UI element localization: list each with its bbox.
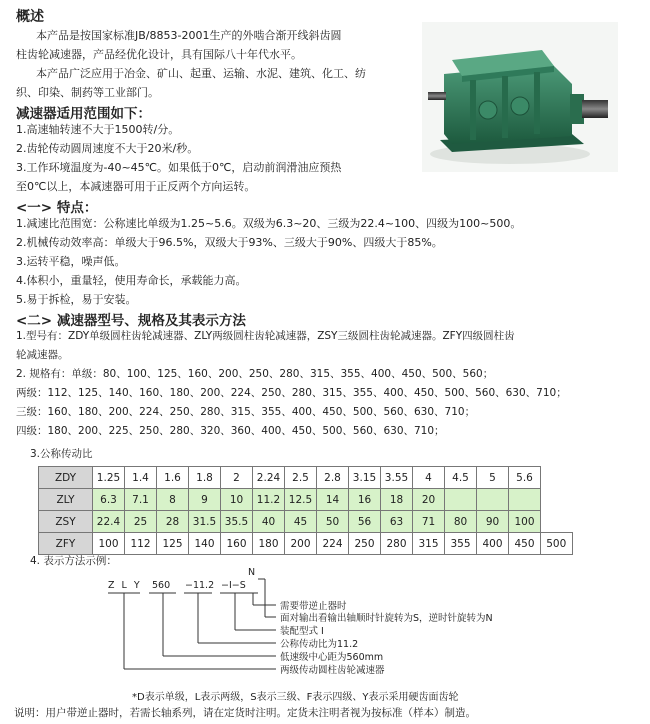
table-cell: 90 [477, 511, 509, 533]
overview-para1-line2: 柱齿轮减速器，产品经优化设计，具有国际八十年代水平。 [16, 48, 302, 61]
models-title: <二> 减速器型号、规格及其表示方法 [16, 313, 246, 329]
scope-item-1: 1.高速轴转速不大于1500转/分。 [16, 123, 180, 136]
features-item-4: 4.体积小，重量轻，使用寿命长，承载能力高。 [16, 274, 247, 287]
table-cell: 355 [445, 533, 477, 555]
table-cell: 1.25 [93, 467, 125, 489]
footer-note: *D表示单级，L表示两级，S表示三级、F表示四级、Y表示采用硬齿面齿轮 [132, 692, 459, 703]
table-cell: 500 [541, 533, 573, 555]
models-item1-line2: 轮减速器。 [16, 349, 69, 361]
table-cell: 125 [157, 533, 189, 555]
scope-item-2: 2.齿轮传动圆周速度不大于20米/秒。 [16, 142, 199, 155]
table-cell: 5.6 [509, 467, 541, 489]
reducer-photo [422, 22, 618, 172]
table-cell: 2 [221, 467, 253, 489]
table-row-zsy [39, 511, 573, 533]
overview-para2-line2: 织、印染、制药等工业部门。 [16, 86, 159, 99]
features-item-3: 3.运转平稳，噪声低。 [16, 255, 126, 268]
table-cell: 400 [477, 533, 509, 555]
table-cell: 63 [381, 511, 413, 533]
table-cell: 14 [317, 489, 349, 511]
models-spec-single: 2. 规格有：单级：80、100、125、160、200、250、280、315、355、400、450、500、560； [16, 368, 494, 380]
table-cell [477, 489, 509, 511]
table-cell: 3.55 [381, 467, 413, 489]
example-title: 4. 表示方法示例： [30, 555, 117, 567]
models-spec-double: 两级：112、125、140、160、180、200、224、250、280、315、355、400、450、500、560、630、710； [16, 387, 567, 399]
notation-diagram [108, 567, 528, 683]
table-cell: 45 [285, 511, 317, 533]
overview-title: 概述 [16, 9, 44, 25]
row-label: ZSY [39, 511, 93, 533]
table-cell: 8 [157, 489, 189, 511]
ratio-table [38, 466, 573, 555]
annotation-assembly: 装配型式 I [280, 626, 324, 637]
table-cell: 28 [157, 511, 189, 533]
overview-para2-line1: 本产品广泛应用于冶金、矿山、起重、运输、水泥、建筑、化工、纺 [36, 67, 366, 80]
table-cell: 35.5 [221, 511, 253, 533]
table-cell: 6.3 [93, 489, 125, 511]
code-assembly: −I−S [221, 580, 246, 591]
annotation-center-distance: 低速级中心距为560mm [280, 652, 384, 663]
table-cell: 25 [125, 511, 157, 533]
row-label: ZLY [39, 489, 93, 511]
table-cell: 100 [93, 533, 125, 555]
overview-para1-line1: 本产品是按国家标准JB/8853-2001生产的外啮合渐开线斜齿圆 [36, 29, 342, 42]
table-cell: 9 [189, 489, 221, 511]
table-cell: 140 [189, 533, 221, 555]
table-cell: 1.4 [125, 467, 157, 489]
table-cell: 100 [509, 511, 541, 533]
table-row-zdy [39, 467, 573, 489]
table-cell: 56 [349, 511, 381, 533]
scope-item-4: 至0℃以上，本减速器可用于正反两个方向运转。 [16, 180, 256, 193]
footer-explain: 说明：用户带逆止器时，若需长轴系列，请在定货时注明。定货未注明者视为按标准（样本）制造。 [14, 707, 476, 719]
table-row-zly [39, 489, 573, 511]
table-cell: 11.2 [253, 489, 285, 511]
table-cell: 112 [125, 533, 157, 555]
table-cell: 16 [349, 489, 381, 511]
table-cell [445, 489, 477, 511]
table-cell: 40 [253, 511, 285, 533]
table-cell: 71 [413, 511, 445, 533]
features-item-2: 2.机械传动效率高：单级大于96.5%，双级大于93%、三级大于90%、四级大于85%。 [16, 236, 443, 249]
models-spec-quad: 四级：180、200、225、250、280、320、360、400、450、500、560、630、710； [16, 425, 445, 437]
table-cell: 160 [221, 533, 253, 555]
table-cell: 31.5 [189, 511, 221, 533]
table-cell: 4 [413, 467, 445, 489]
scope-title: 减速器适用范围如下： [16, 106, 151, 122]
features-title: <一> 特点： [16, 200, 98, 216]
features-item-1: 1.减速比范围宽：公称速比单级为1.25~5.6。双级为6.3~20、三级为22.4~100、四级为100~500。 [16, 217, 522, 230]
table-cell: 450 [509, 533, 541, 555]
table-cell: 250 [349, 533, 381, 555]
annotation-ratio: 公称传动比为11.2 [280, 639, 359, 650]
table-cell: 50 [317, 511, 349, 533]
table-cell: 10 [221, 489, 253, 511]
table-cell: 1.6 [157, 467, 189, 489]
ratio-title: 3.公称传动比 [30, 448, 93, 460]
table-cell: 1.8 [189, 467, 221, 489]
table-cell: 280 [381, 533, 413, 555]
table-cell: 315 [413, 533, 445, 555]
table-cell [509, 489, 541, 511]
table-cell: 2.5 [285, 467, 317, 489]
table-cell: 5 [477, 467, 509, 489]
table-cell: 12.5 [285, 489, 317, 511]
row-label: ZFY [39, 533, 93, 555]
annotation-backstop: 需要带逆止器时 [280, 601, 347, 612]
annotation-type: 两级传动圆柱齿轮减速器 [280, 665, 385, 676]
models-item1-line1: 1.型号有：ZDY单级圆柱齿轮减速器、ZLY两级圆柱齿轮减速器，ZSY三级圆柱齿轮减速器。ZFY四级圆柱齿 [16, 330, 515, 342]
table-cell: 3.15 [349, 467, 381, 489]
features-item-5: 5.易于拆检，易于安装。 [16, 293, 137, 306]
code-rotation-n: N [248, 567, 256, 578]
table-cell: 180 [253, 533, 285, 555]
code-ratio: −11.2 [185, 580, 215, 591]
table-cell: 4.5 [445, 467, 477, 489]
code-center-distance: 560 [152, 580, 171, 591]
table-cell: 18 [381, 489, 413, 511]
table-cell: 7.1 [125, 489, 157, 511]
table-cell: 2.24 [253, 467, 285, 489]
table-cell: 224 [317, 533, 349, 555]
table-cell: 2.8 [317, 467, 349, 489]
table-cell: 20 [413, 489, 445, 511]
row-label: ZDY [39, 467, 93, 489]
models-spec-triple: 三级：160、180、200、224、250、280、315、355、400、450、500、560、630、710； [16, 406, 476, 418]
table-cell: 200 [285, 533, 317, 555]
code-zly: Z L Y [108, 580, 142, 591]
table-cell: 80 [445, 511, 477, 533]
annotation-rotation: 面对输出看输出轴顺时针旋转为S，逆时针旋转为N [280, 613, 493, 624]
table-cell: 22.4 [93, 511, 125, 533]
scope-item-3: 3.工作环境温度为-40~45℃。如果低于0℃，启动前润滑油应预热 [16, 161, 342, 174]
table-row-zfy [39, 533, 573, 555]
